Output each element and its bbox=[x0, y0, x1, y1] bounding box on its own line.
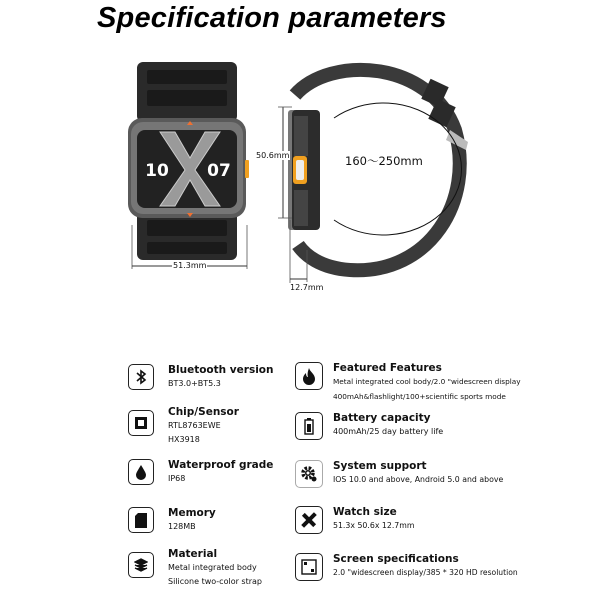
chip-icon bbox=[128, 410, 154, 436]
height-label: 50.6mm bbox=[256, 151, 290, 160]
battery-icon bbox=[295, 412, 323, 440]
water-drop-icon bbox=[128, 459, 154, 485]
ruler-pencil-icon bbox=[295, 506, 323, 534]
width-label: 51.3mm bbox=[173, 261, 207, 270]
memory-card-icon bbox=[128, 507, 154, 533]
screen-icon bbox=[295, 553, 323, 581]
watch-hour: 10 bbox=[145, 161, 169, 181]
flame-icon bbox=[295, 362, 323, 390]
thickness-dimension-line bbox=[288, 250, 312, 285]
thickness-label: 12.7mm bbox=[290, 283, 324, 292]
layers-icon bbox=[128, 552, 154, 578]
strap-range-label: 160～250mm bbox=[345, 154, 423, 168]
gear-icon bbox=[295, 460, 323, 488]
bluetooth-icon bbox=[128, 364, 154, 390]
watch-minute: 07 bbox=[207, 161, 231, 181]
page-title: Specification parameters bbox=[97, 2, 447, 34]
